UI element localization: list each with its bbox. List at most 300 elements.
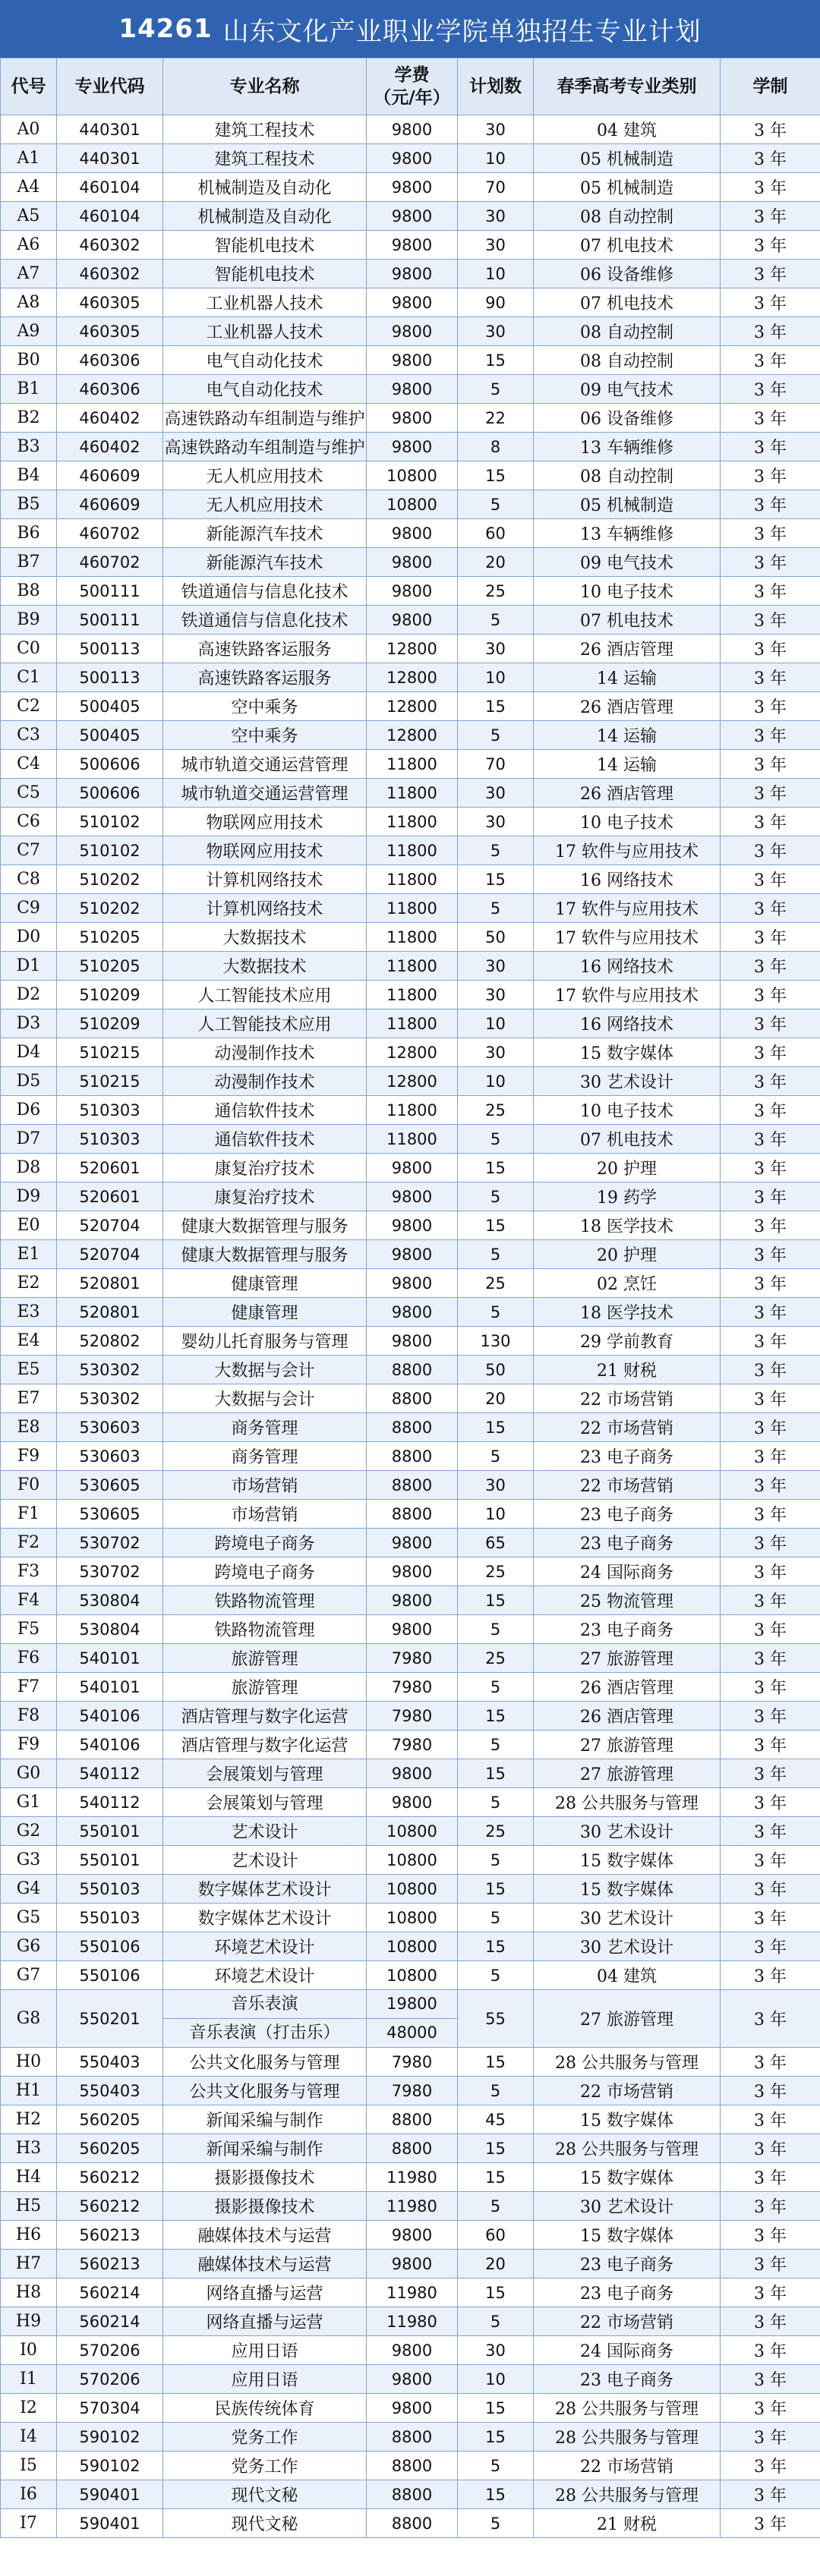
row-major-code: 590401 bbox=[57, 2509, 163, 2538]
row-category: 06 设备维修 bbox=[534, 260, 721, 288]
table-row bbox=[1, 2365, 820, 2394]
row-major-code: 530603 bbox=[57, 1442, 163, 1471]
row-major-code: 570304 bbox=[57, 2394, 163, 2423]
row-category: 18 医学技术 bbox=[534, 1298, 721, 1327]
row-fee: 7980 bbox=[367, 2077, 458, 2105]
row-code: B7 bbox=[1, 548, 57, 577]
row-years: 3 年 bbox=[721, 1500, 820, 1529]
row-major-name: 人工智能技术应用 bbox=[163, 981, 367, 1009]
table-row bbox=[1, 865, 820, 894]
row-category: 28 公共服务与管理 bbox=[534, 2048, 721, 2077]
row-years: 3 年 bbox=[721, 260, 820, 288]
row-major-code: 560213 bbox=[57, 2250, 163, 2278]
row-code: G0 bbox=[1, 1759, 57, 1788]
row-fee: 9800 bbox=[367, 317, 458, 346]
table-row bbox=[1, 2480, 820, 2509]
row-category: 23 电子商务 bbox=[534, 2278, 721, 2307]
row-category: 20 护理 bbox=[534, 1154, 721, 1183]
row-fee: 9800 bbox=[367, 1586, 458, 1615]
row-major-name: 高速铁路动车组制造与维护 bbox=[163, 404, 367, 433]
row-major-code: 500113 bbox=[57, 663, 163, 692]
table-row bbox=[1, 952, 820, 981]
row-major-code: 460306 bbox=[57, 375, 163, 404]
row-code: D5 bbox=[1, 1067, 57, 1096]
row-major-code: 530702 bbox=[57, 1529, 163, 1557]
row-fee: 10800 bbox=[367, 490, 458, 519]
row-plan: 50 bbox=[458, 1356, 534, 1384]
row-code: F4 bbox=[1, 1586, 57, 1615]
table-row bbox=[1, 635, 820, 663]
row-category: 27 旅游管理 bbox=[534, 1730, 721, 1759]
row-code: B6 bbox=[1, 519, 57, 548]
row-plan: 5 bbox=[458, 606, 534, 635]
row-category: 15 数字媒体 bbox=[534, 2163, 721, 2192]
row-fee: 7980 bbox=[367, 2048, 458, 2077]
row-code: E5 bbox=[1, 1356, 57, 1384]
row-category: 23 电子商务 bbox=[534, 2365, 721, 2394]
row-category: 16 网络技术 bbox=[534, 952, 721, 981]
table-row bbox=[1, 2048, 820, 2077]
row-code: B3 bbox=[1, 433, 57, 461]
row-fee: 19800 bbox=[386, 1995, 437, 2013]
row-years: 3 年 bbox=[721, 981, 820, 1009]
row-fee: 9800 bbox=[367, 1615, 458, 1644]
header-code: 代号 bbox=[1, 58, 57, 115]
row-plan: 5 bbox=[458, 2509, 534, 2538]
row-category: 22 市场营销 bbox=[534, 2077, 721, 2105]
row-years: 3 年 bbox=[721, 548, 820, 577]
row-fee: 11980 bbox=[367, 2192, 458, 2221]
row-category: 24 国际商务 bbox=[534, 1557, 721, 1586]
table-row bbox=[1, 2394, 820, 2423]
row-fee: 10800 bbox=[367, 1875, 458, 1904]
row-code: C6 bbox=[1, 808, 57, 836]
row-category: 30 艺术设计 bbox=[534, 1817, 721, 1846]
row-category: 07 机电技术 bbox=[534, 288, 721, 317]
row-fee: 11800 bbox=[367, 952, 458, 981]
table-row bbox=[1, 2307, 820, 2336]
row-years: 3 年 bbox=[721, 1125, 820, 1154]
row-category: 10 电子技术 bbox=[534, 577, 721, 606]
row-major-code: 520801 bbox=[57, 1298, 163, 1327]
row-code: F1 bbox=[1, 1500, 57, 1529]
row-major-name: 高速铁路动车组制造与维护 bbox=[163, 433, 367, 461]
row-fee: 9800 bbox=[367, 1211, 458, 1240]
table-row bbox=[1, 750, 820, 779]
row-major-name: 动漫制作技术 bbox=[163, 1038, 367, 1067]
row-plan: 30 bbox=[458, 317, 534, 346]
table-row bbox=[1, 1442, 820, 1471]
row-major-name: 空中乘务 bbox=[163, 692, 367, 721]
row-major-name: 康复治疗技术 bbox=[163, 1183, 367, 1211]
table-row bbox=[1, 1096, 820, 1125]
row-category: 08 自动控制 bbox=[534, 202, 721, 231]
row-code: H4 bbox=[1, 2163, 57, 2192]
table-row bbox=[1, 894, 820, 923]
row-fee: 10800 bbox=[367, 1846, 458, 1875]
row-code: I0 bbox=[1, 2336, 57, 2365]
row-code: F0 bbox=[1, 1471, 57, 1500]
row-major-code: 570206 bbox=[57, 2336, 163, 2365]
table-row bbox=[1, 1413, 820, 1442]
row-plan: 5 bbox=[458, 1961, 534, 1990]
row-years: 3 年 bbox=[721, 433, 820, 461]
row-major-name: 网络直播与运营 bbox=[163, 2278, 367, 2307]
row-category: 15 数字媒体 bbox=[534, 2221, 721, 2250]
row-plan: 15 bbox=[458, 1413, 534, 1442]
row-major-code: 550403 bbox=[57, 2077, 163, 2105]
row-plan: 15 bbox=[458, 2163, 534, 2192]
row-plan: 45 bbox=[458, 2105, 534, 2134]
row-major-code: 460702 bbox=[57, 548, 163, 577]
row-plan: 15 bbox=[458, 2423, 534, 2452]
table-row bbox=[1, 1125, 820, 1154]
row-major-name: 摄影摄像技术 bbox=[163, 2163, 367, 2192]
row-fee: 9800 bbox=[367, 231, 458, 260]
row-category: 20 护理 bbox=[534, 1240, 721, 1269]
row-fee: 12800 bbox=[367, 721, 458, 750]
row-years: 3 年 bbox=[721, 1990, 820, 2048]
row-fee: 10800 bbox=[367, 1817, 458, 1846]
row-major-code: 440301 bbox=[57, 115, 163, 144]
row-plan: 5 bbox=[458, 2452, 534, 2480]
row-major-name: 会展策划与管理 bbox=[163, 1788, 367, 1817]
row-years: 3 年 bbox=[721, 2134, 820, 2163]
row-code: B2 bbox=[1, 404, 57, 433]
row-major-code: 510205 bbox=[57, 952, 163, 981]
table-row bbox=[1, 1759, 820, 1788]
row-category: 15 数字媒体 bbox=[534, 2105, 721, 2134]
row-plan: 15 bbox=[458, 865, 534, 894]
row-fee: 12800 bbox=[367, 1067, 458, 1096]
row-code: C8 bbox=[1, 865, 57, 894]
row-major-code: 560214 bbox=[57, 2307, 163, 2336]
row-code: C4 bbox=[1, 750, 57, 779]
row-code: D9 bbox=[1, 1183, 57, 1211]
row-category: 30 艺术设计 bbox=[534, 1067, 721, 1096]
row-category: 21 财税 bbox=[534, 1356, 721, 1384]
row-major-code: 510215 bbox=[57, 1067, 163, 1096]
row-code: G8 bbox=[1, 1990, 57, 2048]
row-major-name: 市场营销 bbox=[163, 1500, 367, 1529]
row-category: 09 电气技术 bbox=[534, 375, 721, 404]
table-row bbox=[1, 231, 820, 260]
row-plan: 70 bbox=[458, 173, 534, 202]
table-row bbox=[1, 1269, 820, 1298]
row-plan: 5 bbox=[458, 1730, 534, 1759]
table-row bbox=[1, 1961, 820, 1990]
row-years: 3 年 bbox=[721, 1384, 820, 1413]
row-major-code: 460402 bbox=[57, 404, 163, 433]
row-fee: 8800 bbox=[367, 2509, 458, 2538]
row-years: 3 年 bbox=[721, 1615, 820, 1644]
table-row bbox=[1, 1240, 820, 1269]
row-major-name: 酒店管理与数字化运营 bbox=[163, 1702, 367, 1730]
row-major-name: 大数据技术 bbox=[163, 952, 367, 981]
row-category: 28 公共服务与管理 bbox=[534, 2423, 721, 2452]
row-fee: 9800 bbox=[367, 2394, 458, 2423]
table-row bbox=[1, 1067, 820, 1096]
row-major-name: 新能源汽车技术 bbox=[163, 548, 367, 577]
row-code: A6 bbox=[1, 231, 57, 260]
table-row bbox=[1, 115, 820, 144]
row-code: A0 bbox=[1, 115, 57, 144]
row-fee: 10800 bbox=[367, 1904, 458, 1932]
row-fee: 11800 bbox=[367, 836, 458, 865]
row-major-code: 590401 bbox=[57, 2480, 163, 2509]
row-major-code: 510209 bbox=[57, 981, 163, 1009]
row-major-code: 500113 bbox=[57, 635, 163, 663]
table-row bbox=[1, 404, 820, 433]
row-major-code: 510303 bbox=[57, 1096, 163, 1125]
row-years: 3 年 bbox=[721, 115, 820, 144]
row-category: 23 电子商务 bbox=[534, 1615, 721, 1644]
row-category: 16 网络技术 bbox=[534, 865, 721, 894]
row-fee: 9800 bbox=[367, 1154, 458, 1183]
row-plan: 20 bbox=[458, 2250, 534, 2278]
row-code: G6 bbox=[1, 1932, 57, 1961]
row-major-code: 550101 bbox=[57, 1846, 163, 1875]
row-category: 08 自动控制 bbox=[534, 317, 721, 346]
row-major-name: 动漫制作技术 bbox=[163, 1067, 367, 1096]
row-code: E4 bbox=[1, 1327, 57, 1356]
row-years: 3 年 bbox=[721, 1096, 820, 1125]
row-fee: 12800 bbox=[367, 1038, 458, 1067]
row-category: 25 物流管理 bbox=[534, 1586, 721, 1615]
row-fee: 11800 bbox=[367, 750, 458, 779]
row-category: 29 学前教育 bbox=[534, 1327, 721, 1356]
row-category: 10 电子技术 bbox=[534, 1096, 721, 1125]
row-code: D7 bbox=[1, 1125, 57, 1154]
row-code: G3 bbox=[1, 1846, 57, 1875]
row-major-code: 460302 bbox=[57, 231, 163, 260]
row-fee: 11800 bbox=[367, 865, 458, 894]
row-fee: 8800 bbox=[367, 1384, 458, 1413]
row-category: 02 烹饪 bbox=[534, 1269, 721, 1298]
row-major-name: 工业机器人技术 bbox=[163, 288, 367, 317]
table-row bbox=[1, 721, 820, 750]
row-major-name: 音乐表演（打击乐） bbox=[163, 2018, 366, 2047]
row-fee: 9800 bbox=[367, 346, 458, 375]
row-code: A5 bbox=[1, 202, 57, 231]
table-row bbox=[1, 202, 820, 231]
row-major-name: 铁道通信与信息化技术 bbox=[163, 606, 367, 635]
row-major-name: 环境艺术设计 bbox=[163, 1961, 367, 1990]
row-category: 26 酒店管理 bbox=[534, 692, 721, 721]
table-row bbox=[1, 1500, 820, 1529]
row-code: I1 bbox=[1, 2365, 57, 2394]
row-major-code: 560212 bbox=[57, 2192, 163, 2221]
row-plan: 15 bbox=[458, 692, 534, 721]
row-major-name: 艺术设计 bbox=[163, 1846, 367, 1875]
row-years: 3 年 bbox=[721, 2336, 820, 2365]
row-major-code: 460402 bbox=[57, 433, 163, 461]
row-major-name: 无人机应用技术 bbox=[163, 490, 367, 519]
row-plan: 60 bbox=[458, 2221, 534, 2250]
row-fee: 9800 bbox=[367, 1183, 458, 1211]
row-major-name: 新闻采编与制作 bbox=[163, 2105, 367, 2134]
row-code: A8 bbox=[1, 288, 57, 317]
row-category: 15 数字媒体 bbox=[534, 1846, 721, 1875]
row-plan: 5 bbox=[458, 836, 534, 865]
row-major-code: 550101 bbox=[57, 1817, 163, 1846]
table-row bbox=[1, 1673, 820, 1702]
row-major-name: 健康管理 bbox=[163, 1298, 367, 1327]
page-title bbox=[0, 0, 820, 58]
row-major-code: 500405 bbox=[57, 721, 163, 750]
row-plan: 5 bbox=[458, 1298, 534, 1327]
row-code: G4 bbox=[1, 1875, 57, 1904]
row-major-name: 智能机电技术 bbox=[163, 260, 367, 288]
row-years: 3 年 bbox=[721, 202, 820, 231]
row-years: 3 年 bbox=[721, 519, 820, 548]
row-major-code: 460104 bbox=[57, 202, 163, 231]
row-major-name: 商务管理 bbox=[163, 1442, 367, 1471]
row-fee: 9800 bbox=[367, 577, 458, 606]
row-fee: 48000 bbox=[367, 2018, 457, 2047]
row-category: 22 市场营销 bbox=[534, 2307, 721, 2336]
row-code: E8 bbox=[1, 1413, 57, 1442]
row-fee: 9800 bbox=[367, 288, 458, 317]
row-major-name: 新闻采编与制作 bbox=[163, 2134, 367, 2163]
row-years: 3 年 bbox=[721, 1759, 820, 1788]
table-row bbox=[1, 1615, 820, 1644]
row-major-code: 460302 bbox=[57, 260, 163, 288]
row-category: 22 市场营销 bbox=[534, 2452, 721, 2480]
row-plan: 5 bbox=[458, 375, 534, 404]
row-plan: 15 bbox=[458, 1211, 534, 1240]
table-row bbox=[1, 2250, 820, 2278]
row-fee: 11800 bbox=[367, 1125, 458, 1154]
row-years: 3 年 bbox=[721, 1788, 820, 1817]
row-plan: 15 bbox=[458, 2394, 534, 2423]
row-years: 3 年 bbox=[721, 2278, 820, 2307]
row-category: 17 软件与应用技术 bbox=[534, 836, 721, 865]
row-years: 3 年 bbox=[721, 2250, 820, 2278]
header-years: 学制 bbox=[721, 58, 820, 115]
row-major-name: 旅游管理 bbox=[163, 1644, 367, 1673]
row-category: 08 自动控制 bbox=[534, 461, 721, 490]
row-code: F8 bbox=[1, 1702, 57, 1730]
row-category: 24 国际商务 bbox=[534, 2336, 721, 2365]
row-fee: 8800 bbox=[367, 2452, 458, 2480]
row-major-code: 510102 bbox=[57, 836, 163, 865]
row-category: 14 运输 bbox=[534, 663, 721, 692]
row-major-code: 550103 bbox=[57, 1875, 163, 1904]
row-years: 3 年 bbox=[721, 952, 820, 981]
row-major-name: 铁路物流管理 bbox=[163, 1615, 367, 1644]
table-row bbox=[1, 173, 820, 202]
row-code: F9 bbox=[1, 1730, 57, 1759]
row-major-name: 空中乘务 bbox=[163, 721, 367, 750]
row-major-name: 铁路物流管理 bbox=[163, 1586, 367, 1615]
row-years: 3 年 bbox=[721, 2048, 820, 2077]
row-years: 3 年 bbox=[721, 1471, 820, 1500]
row-plan: 15 bbox=[458, 1702, 534, 1730]
row-major-code: 460305 bbox=[57, 288, 163, 317]
row-major-name-split bbox=[163, 1990, 367, 2048]
row-fee: 11980 bbox=[367, 2163, 458, 2192]
row-years: 3 年 bbox=[721, 1067, 820, 1096]
row-major-code: 510202 bbox=[57, 865, 163, 894]
row-fee: 8800 bbox=[367, 2105, 458, 2134]
header-major-code: 专业代码 bbox=[57, 58, 163, 115]
row-code: E3 bbox=[1, 1298, 57, 1327]
table-row bbox=[1, 1817, 820, 1846]
row-years: 3 年 bbox=[721, 1673, 820, 1702]
row-code: C7 bbox=[1, 836, 57, 865]
row-major-code: 560213 bbox=[57, 2221, 163, 2250]
row-fee: 9800 bbox=[367, 1529, 458, 1557]
row-major-name: 应用日语 bbox=[163, 2365, 367, 2394]
row-years: 3 年 bbox=[721, 461, 820, 490]
row-years: 3 年 bbox=[721, 1702, 820, 1730]
row-years: 3 年 bbox=[721, 721, 820, 750]
row-plan: 25 bbox=[458, 1817, 534, 1846]
header-plan: 计划数 bbox=[458, 58, 534, 115]
row-major-code: 560212 bbox=[57, 2163, 163, 2192]
row-major-name: 商务管理 bbox=[163, 1413, 367, 1442]
row-major-code: 520601 bbox=[57, 1183, 163, 1211]
row-category: 23 电子商务 bbox=[534, 2250, 721, 2278]
row-plan: 65 bbox=[458, 1529, 534, 1557]
row-major-code: 540106 bbox=[57, 1702, 163, 1730]
table-row bbox=[1, 1183, 820, 1211]
row-fee: 9800 bbox=[367, 1298, 458, 1327]
row-category: 13 车辆维修 bbox=[534, 519, 721, 548]
row-major-name: 通信软件技术 bbox=[163, 1096, 367, 1125]
row-major-name: 工业机器人技术 bbox=[163, 317, 367, 346]
row-code: A1 bbox=[1, 144, 57, 173]
row-years: 3 年 bbox=[721, 663, 820, 692]
row-years: 3 年 bbox=[721, 836, 820, 865]
row-years: 3 年 bbox=[721, 173, 820, 202]
row-major-name: 新能源汽车技术 bbox=[163, 519, 367, 548]
table-row bbox=[1, 1586, 820, 1615]
row-major-code: 550201 bbox=[57, 1990, 163, 2048]
row-major-code: 550106 bbox=[57, 1932, 163, 1961]
table-row-merged bbox=[1, 1990, 820, 2048]
row-category: 23 电子商务 bbox=[534, 1529, 721, 1557]
row-major-code: 530702 bbox=[57, 1557, 163, 1586]
row-years: 3 年 bbox=[721, 808, 820, 836]
table-row bbox=[1, 288, 820, 317]
row-major-name: 机械制造及自动化 bbox=[163, 173, 367, 202]
row-code: B0 bbox=[1, 346, 57, 375]
row-category: 26 酒店管理 bbox=[534, 1673, 721, 1702]
row-category: 28 公共服务与管理 bbox=[534, 2134, 721, 2163]
row-major-code: 560214 bbox=[57, 2278, 163, 2307]
row-plan: 20 bbox=[458, 1384, 534, 1413]
row-plan: 5 bbox=[458, 490, 534, 519]
row-category: 23 电子商务 bbox=[534, 1500, 721, 1529]
table-row bbox=[1, 606, 820, 635]
row-years: 3 年 bbox=[721, 144, 820, 173]
row-years: 3 年 bbox=[721, 2509, 820, 2538]
row-years: 3 年 bbox=[721, 1356, 820, 1384]
row-fee: 9800 bbox=[367, 606, 458, 635]
row-fee: 8800 bbox=[367, 1442, 458, 1471]
row-years: 3 年 bbox=[721, 923, 820, 952]
row-major-name: 健康管理 bbox=[163, 1269, 367, 1298]
row-major-code: 530804 bbox=[57, 1615, 163, 1644]
row-years: 3 年 bbox=[721, 2423, 820, 2452]
table-row bbox=[1, 144, 820, 173]
row-years: 3 年 bbox=[721, 317, 820, 346]
row-plan: 5 bbox=[458, 1788, 534, 1817]
row-major-name: 现代文秘 bbox=[163, 2509, 367, 2538]
row-code: E7 bbox=[1, 1384, 57, 1413]
